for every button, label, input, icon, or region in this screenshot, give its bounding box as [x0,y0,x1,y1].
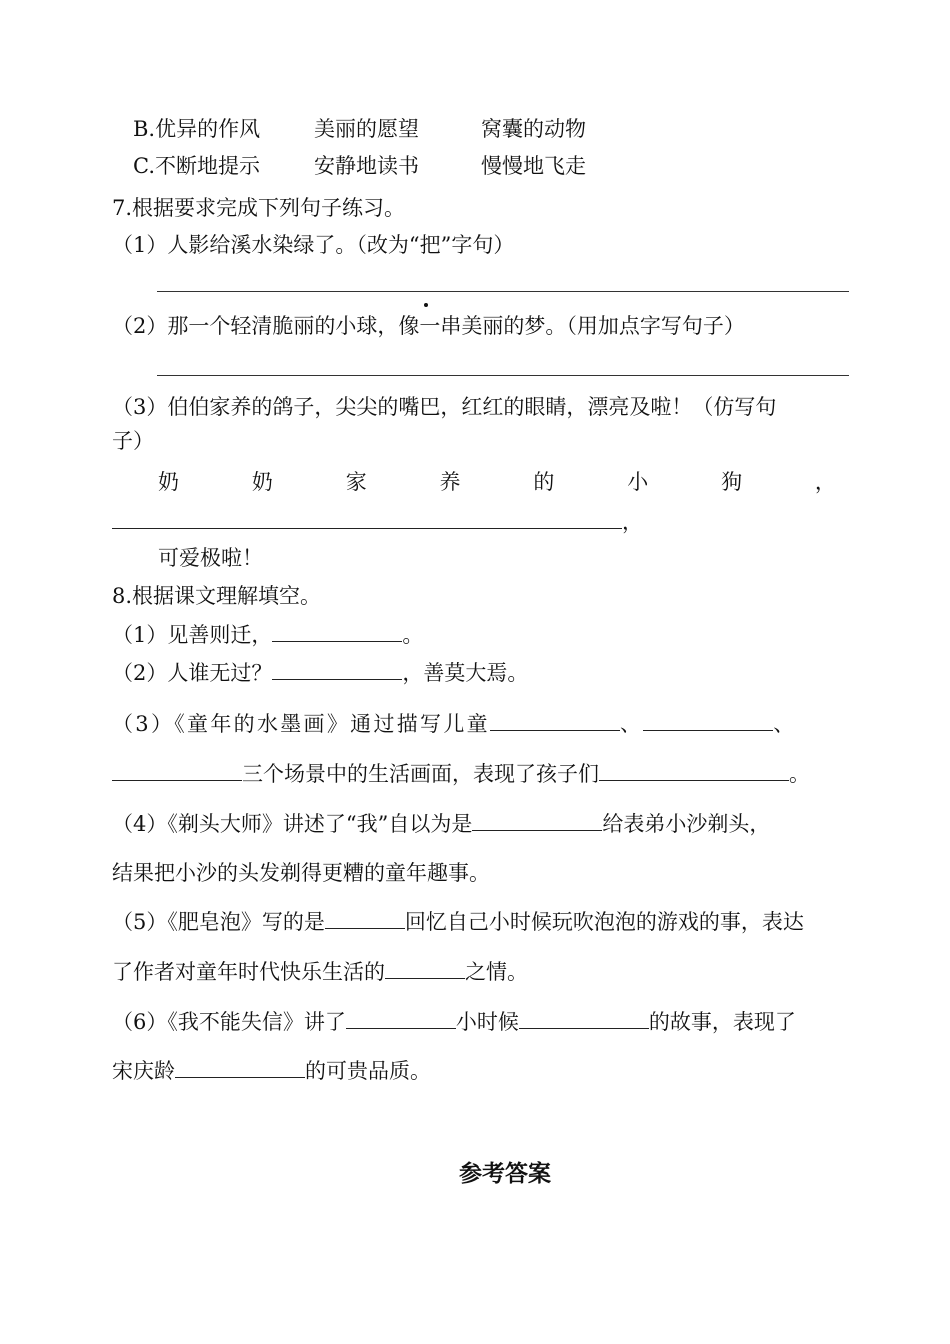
imitation-blank[interactable] [112,506,622,529]
separator: 、 [773,712,797,736]
q8-item-1 [112,619,423,650]
q7-sentence-1: （1）人影给溪水染绿了。（改为“把”字句） [112,233,515,257]
blank[interactable] [175,1055,305,1078]
option-c-1: C.不断地提示 [133,154,260,178]
blank[interactable] [599,758,789,781]
q8-item-5-cont [112,956,528,987]
answer-line-1[interactable] [157,291,849,292]
prompt-char: 养 [439,470,461,494]
q7-sentence-3: （3）伯伯家养的鸽子，尖尖的嘴巴，红红的眼睛，漂亮及啦！（仿写句 [112,395,777,419]
emphasis-dot [424,303,428,307]
q8-item-4-text-2: 给表弟小沙剃头， [602,812,771,836]
separator: 、 [619,712,644,736]
prompt-char: ， [814,470,836,494]
prompt-char: 小 [627,470,649,494]
imitation-blank-row [112,506,643,537]
q8-item-6-cont [112,1055,431,1086]
blank[interactable] [385,956,465,979]
option-b-1: B.优异的作风 [133,117,261,141]
q8-item-5-text-2: 回忆自己小时候玩吹泡泡的游戏的事，表达 [404,910,804,934]
q8-item-6-text-2: 小时候 [455,1010,519,1034]
prompt-char: 狗 [721,470,743,494]
option-b-row [133,114,260,144]
q8-item-6 [112,1006,796,1037]
q8-item-3-end: 。 [789,762,810,786]
prompt-char: 的 [533,470,555,494]
q8-item-3-text: （3）《童年的水墨画》通过描写儿童 [112,712,490,736]
q8-item-3-cont [112,758,810,789]
blank[interactable] [112,758,242,781]
q8-item-1-text: （1）见善则迁， [112,623,273,647]
imitation-end: 可爱极啦！ [158,546,263,570]
option-c-3: 慢慢地飞走 [481,154,586,178]
q8-item-1-end: 。 [402,623,424,647]
blank[interactable] [472,808,602,831]
prompt-char: 奶 [251,470,273,494]
answers-title: 参考答案 [459,1161,551,1187]
q8-item-3-text-2: 三个场景中的生活画面，表现了孩子们 [242,762,599,786]
q7-sentence-2: （2）那一个轻清脆丽的小球，像一串美丽的梦。（用加点字写句子） [112,314,745,338]
q8-item-6-end: 的可贵品质。 [305,1059,431,1083]
q8-item-6-text: （6）《我不能失信》讲了 [112,1010,346,1034]
q8-item-4 [112,808,770,839]
blank[interactable] [490,708,620,731]
q8-item-3 [112,708,797,739]
q8-item-2 [112,657,528,688]
blank[interactable] [346,1006,456,1029]
blank[interactable] [519,1006,649,1029]
q7-heading: 7.根据要求完成下列句子练习。 [112,196,406,220]
q8-item-4-text: （4）《剃头大师》讲述了“我”自以为是 [112,812,473,836]
q7-sentence-3-cont: 子） [112,429,154,453]
blank[interactable] [272,619,402,642]
prompt-char: 家 [345,470,367,494]
option-b-3: 窝囊的动物 [481,117,586,141]
blank[interactable] [643,708,773,731]
q8-item-6-text-4: 宋庆龄 [112,1059,175,1083]
q8-item-5-text-3: 了作者对童年时代快乐生活的 [112,960,385,984]
q8-item-6-text-3: 的故事，表现了 [648,1010,796,1034]
option-c-2: 安静地读书 [314,154,419,178]
q8-item-2-text: （2）人谁无过？ [112,661,273,685]
blank[interactable] [272,657,402,680]
q8-item-5-text: （5）《肥皂泡》写的是 [112,910,325,934]
answer-line-2[interactable] [157,375,849,376]
q8-item-4-cont: 结果把小沙的头发剃得更糟的童年趣事。 [112,861,490,885]
option-b-2: 美丽的愿望 [314,117,419,141]
q8-item-5 [112,906,804,937]
imitation-comma: ， [622,510,643,534]
q8-item-5-end: 之情。 [465,960,528,984]
q8-heading: 8.根据课文理解填空。 [112,584,322,608]
q8-item-2-end: ，善莫大焉。 [402,661,529,685]
blank[interactable] [325,906,405,929]
imitation-prompt [158,467,836,497]
prompt-char: 奶 [158,470,179,494]
